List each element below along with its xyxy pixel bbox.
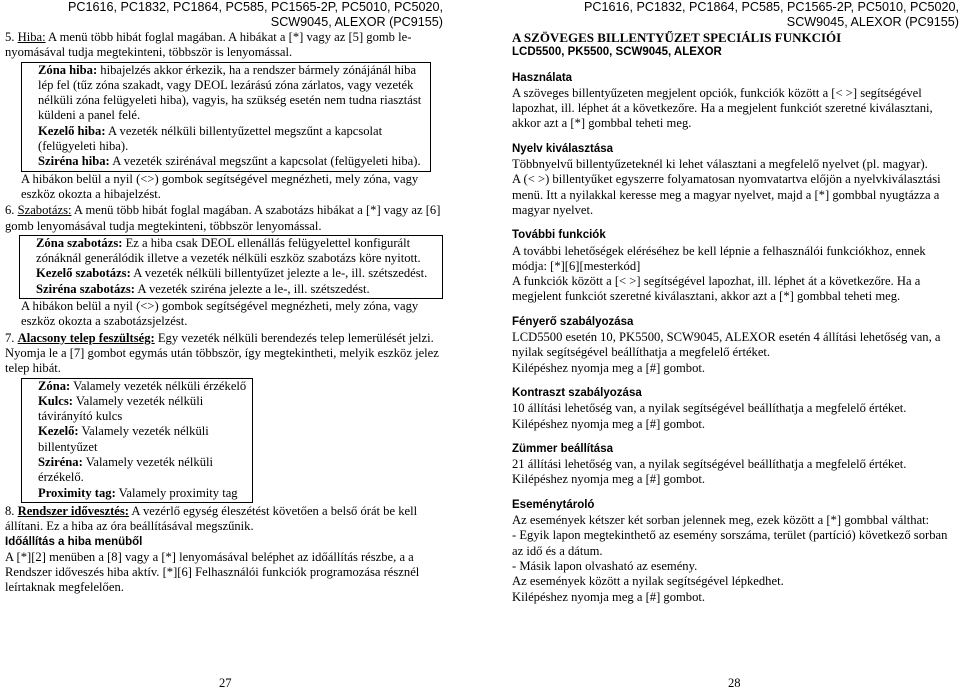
battery-siren-text: Valamely vezeték nélküli érzékelő. [38, 455, 213, 485]
page-number-right: 28 [728, 676, 741, 690]
item-7 [5, 331, 443, 377]
section-heading-contrast: Kontraszt szabályozása [512, 386, 642, 399]
item-6-text: A menü több hibát foglal magában. A szabotázs hibákat a [*] vagy az [6] gomb lenyomásával tudja megtekinteni, többször lenyomással. [5, 203, 441, 233]
battery-keypad-title: Kezelő: [38, 424, 79, 439]
section-functions-text-2: A funkciók között a [< >] segítségével lapozhat, ill. léphet át a következőre. Ha a megjelent funkciót szeretné kiválasztani, akkor azt a [*] gombbal teheti meg. [512, 274, 921, 304]
section-heading-functions: További funkciók [512, 229, 606, 242]
section-heading-brightness: Fényerő szabályozása [512, 315, 634, 328]
item-6 [5, 203, 443, 234]
battery-zone-text: Valamely vezeték nélküli érzékelő [70, 378, 247, 393]
time-setting-title: Időállítás a hiba menüből [5, 535, 143, 548]
battery-proximity [38, 486, 250, 501]
item-5-number: 5. [5, 30, 15, 44]
siren-fault [38, 154, 428, 169]
siren-tamper [36, 282, 440, 297]
item-5-text: A menü több hibát foglal magában. A hibákat a [*] vagy az [5] gomb le- [45, 30, 412, 44]
zone-tamper-text: Ez a hiba csak DEOL ellenállás felügyelettel konfigurált zónáknál generálódik illetve a vezeték nélküli eszköz szabotázs köre nyitott. [36, 235, 421, 266]
item-5-text-2: nyomásával tudja megtekinteni, többször is lenyomással. [5, 45, 293, 60]
page-title: A SZÖVEGES BILLENTYŰZET SPECIÁLIS FUNKCIÓI [512, 30, 842, 45]
section-eventlog-text-5: Kilépéshez nyomja meg a [#] gombot. [512, 589, 706, 604]
header-line-2: SCW9045, ALEXOR (PC9155) [786, 15, 959, 29]
keypad-tamper-title: Kezelő szabotázs: [36, 266, 131, 281]
zone-fault-title: Zóna hiba: [38, 62, 98, 77]
section-heading-usage: Használata [512, 71, 573, 84]
section-eventlog-text-1: Az események kétszer két sorban jelennek meg, ezek között a [*] gombbal válthat: [512, 513, 930, 528]
fault-box-1 [21, 62, 431, 172]
right-header [512, 0, 959, 30]
siren-tamper-text: A vezeték sziréna jelezte a le-, ill. szétszedést. [135, 281, 370, 296]
item-8-text: A vezérlő egység éleszétést követően a belső órát be kell állítani. Ez a hiba az óra beállításával megszűnik. [5, 503, 418, 534]
item-7-number: 7. [5, 330, 15, 345]
header-line-1: PC1616, PC1832, PC1864, PC585, PC1565-2P, PC5010, PC5020, [583, 0, 959, 14]
section-usage-text: A szöveges billentyűzeten megjelent opciók, funkciók között a [< >] segítségével lapozhat, ill. léphet át a következőre. Ha a megjelent funkciót szeretné kiválasztani, akkor azt a [*] gombbal teheti meg. [512, 85, 933, 131]
siren-fault-title: Sziréna hiba: [38, 154, 110, 169]
item-8-number: 8. [5, 503, 15, 518]
battery-siren [38, 455, 250, 486]
item-7-title: Alacsony telep feszültség: [17, 330, 155, 345]
battery-proximity-title: Proximity tag: [38, 485, 116, 500]
section-heading-eventlog: Eseménytároló [512, 498, 595, 511]
after-box-1: A hibákon belül a nyil (<>) gombok segítségével megnézheti, mely zóna, vagy eszköz okozta a hibajelzést. [21, 171, 419, 201]
battery-keypad-text: Valamely vezeték nélküli billentyűzet [38, 424, 209, 454]
battery-key [38, 394, 250, 425]
keypad-fault-text: A vezeték nélküli billentyűzettel megszűnt a kapcsolat (felügyeleti hiba). [38, 123, 383, 154]
left-header [5, 0, 443, 30]
item-6-title: Szabotázs: [17, 203, 72, 218]
zone-fault-text: hibajelzés akkor érkezik, ha a rendszer bármely zónájánál hiba lép fel (tűz zóna szakadt, vagy DEOL lezárású zóna zárlatos, vagy vezeték nélküli zóna felügyeleti hiba), vagyis, ha szükség esetén nem tudna riasztást küldeni a panel felé. [38, 62, 422, 123]
header-line-1: PC1616, PC1832, PC1864, PC585, PC1565-2P, PC5010, PC5020, [67, 0, 443, 14]
item-7-text: Egy vezeték nélküli berendezés telep lemerülését jelzi. Nyomja le a [7] gombot egymás után többször, így megtekintheti, melyik eszköz jelez telep hibát. [5, 330, 439, 376]
item-8 [5, 504, 443, 535]
section-functions-text-1: A további lehetőségek eléréséhez be kell lépnie a felhasználói funkciókhoz, ennek módja: [*][6][mesterkód] [512, 243, 926, 273]
siren-tamper-title: Sziréna szabotázs: [36, 281, 135, 296]
battery-proximity-text: Valamely proximity tag [115, 485, 238, 500]
after-box-2: A hibákon belül a nyil (<>) gombok segítségével megnézheti, mely zóna, vagy eszköz okozta a szabotázsjelzést. [21, 299, 419, 329]
section-heading-buzzer: Zümmer beállítása [512, 442, 613, 455]
siren-fault-text: A vezeték szirénával megszűnt a kapcsolat (felügyeleti hiba). [109, 154, 421, 169]
keypad-tamper-text: A vezeték nélküli billentyűzet jelezte a le-, ill. szétszedést. [130, 266, 428, 281]
item-5 [5, 30, 443, 61]
battery-keypad [38, 424, 250, 455]
section-contrast-text-1: 10 állítási lehetőség van, a nyilak segítségével beállíthatja a megfelelő értéket. [512, 401, 907, 416]
zone-fault [38, 63, 428, 124]
section-eventlog-text-2: - Egyik lapon megtekinthető az esemény sorszáma, terület (partíció) következő sorban az idő és a dátum. [512, 528, 948, 558]
keypad-tamper [36, 266, 440, 281]
page-number-left: 27 [219, 676, 232, 690]
section-eventlog-text-4: Az események között a nyilak segítségével lépkedhet. [512, 574, 784, 589]
section-brightness-text-2: Kilépéshez nyomja meg a [#] gombot. [512, 360, 706, 375]
battery-zone [38, 379, 250, 394]
tamper-box [19, 235, 443, 299]
section-buzzer-text-2: Kilépéshez nyomja meg a [#] gombot. [512, 472, 706, 487]
section-language-text-2: A (< >) billentyűket egyszerre folyamatosan nyomvatartva előjön a nyelvkiválasztási menü. Itt a nyilakkal keresse meg a magyar nyelvet, majd a [*] gombbal nyugtázza a magyar nyelvet. [512, 172, 941, 217]
keypad-fault [38, 124, 428, 155]
section-buzzer-text-1: 21 állítási lehetőség van, a nyilak segítségével beállíthatja a megfelelő értéket. [512, 457, 907, 472]
section-eventlog-text-3: - Másik lapon olvasható az esemény. [512, 558, 698, 573]
page-subtitle: LCD5500, PK5500, SCW9045, ALEXOR [512, 46, 722, 59]
item-5-title: Hiba: [17, 30, 46, 44]
battery-key-title: Kulcs: [38, 393, 73, 408]
zone-tamper-title: Zóna szabotázs: [36, 235, 123, 250]
item-6-number: 6. [5, 203, 15, 218]
battery-siren-title: Sziréna: [38, 455, 83, 470]
keypad-fault-title: Kezelő hiba: [38, 123, 106, 138]
battery-zone-title: Zóna: [38, 378, 71, 393]
battery-key-text: Valamely vezeték nélküli távirányító kulcs [38, 393, 204, 424]
section-heading-language: Nyelv kiválasztása [512, 142, 614, 155]
right-page [512, 0, 959, 605]
zone-tamper [36, 236, 440, 267]
item-8-title: Rendszer idővesztés: [17, 503, 129, 518]
time-setting-text: A [*][2] menüben a [8] vagy a [*] lenyomásával beléphet az időállítás részbe, a a Rendszer időveszés hiba aktív. [*][6] Felhasználói funkciók programozása résznél leírtaknak megfelelően. [5, 549, 420, 595]
battery-box [21, 378, 253, 503]
left-page [5, 0, 443, 596]
header-line-2: SCW9045, ALEXOR (PC9155) [270, 15, 443, 29]
section-language-text-1: Többnyelvű billentyűzeteknél ki lehet választani a megfelelő nyelvet (pl. magyar). [512, 157, 928, 172]
section-brightness-text-1: LCD5500 esetén 10, PK5500, SCW9045, ALEXOR esetén 4 állítási lehetőség van, a nyilak segítségével beállíthatja a megfelelő értéket. [512, 330, 941, 360]
section-contrast-text-2: Kilépéshez nyomja meg a [#] gombot. [512, 416, 706, 431]
